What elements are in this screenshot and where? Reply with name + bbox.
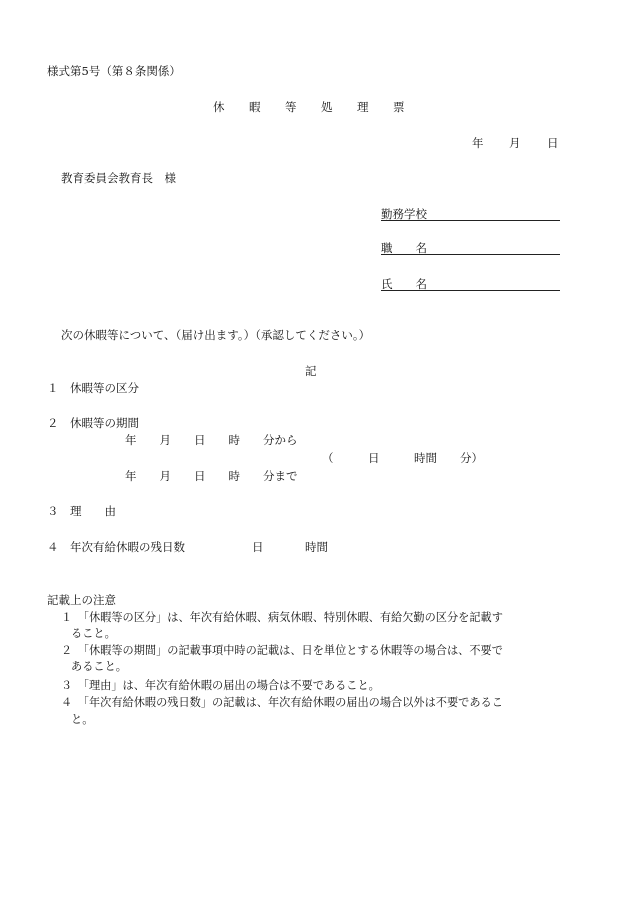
note2-line1: ２ 「休暇等の期間」の記載事項中時の記載は、日を単位とする休暇等の場合は、不要で [61,644,503,657]
ki-heading: 記 [305,364,317,378]
addressee: 教育委員会教育長 様 [61,171,176,185]
intro-text: 次の休暇等について、（届け出ます。）（承認してください。） [61,328,371,342]
item4-day: 日 [252,540,264,554]
item1-label: １ 休暇等の区分 [47,381,139,395]
school-label: 勤務学校 [381,207,427,221]
item2-label: ２ 休暇等の期間 [47,416,139,430]
note3-line1: ３ 「理由」は、年次有給休暇の届出の場合は不要であること。 [61,679,380,692]
period-from-line: 年 月 日 時 分から [125,433,298,447]
period-paren-line: （ 日 時間 分） [322,451,483,465]
period-to-line: 年 月 日 時 分まで [125,469,298,483]
name-field-line[interactable] [381,290,560,291]
date-day: 日 [547,136,559,150]
note1-line1: １ 「休暇等の区分」は、年次有給休暇、病気休暇、特別休暇、有給欠勤の区分を記載す [61,611,503,624]
note4-line2: と。 [71,713,94,726]
note4-line1: ４ 「年次有給休暇の残日数」の記載は、年次有給休暇の届出の場合以外は不要であるこ [61,696,503,709]
school-field-line[interactable] [381,220,560,221]
position-label: 職 名 [381,241,427,255]
date-year: 年 [472,136,484,150]
position-field-line[interactable] [381,254,560,255]
note1-line2: ること。 [71,627,116,640]
item4-label: ４ 年次有給休暇の残日数 [47,540,185,554]
form-number: 様式第5号（第８条関係） [47,64,181,78]
form-title: 休 暇 等 処 理 票 [213,100,405,114]
date-month: 月 [509,136,521,150]
name-label: 氏 名 [381,277,427,291]
item3-label: ３ 理 由 [47,504,116,518]
notes-heading: 記載上の注意 [47,593,116,607]
note2-line2: あること。 [71,660,127,673]
item4-hours: 時間 [305,540,328,554]
